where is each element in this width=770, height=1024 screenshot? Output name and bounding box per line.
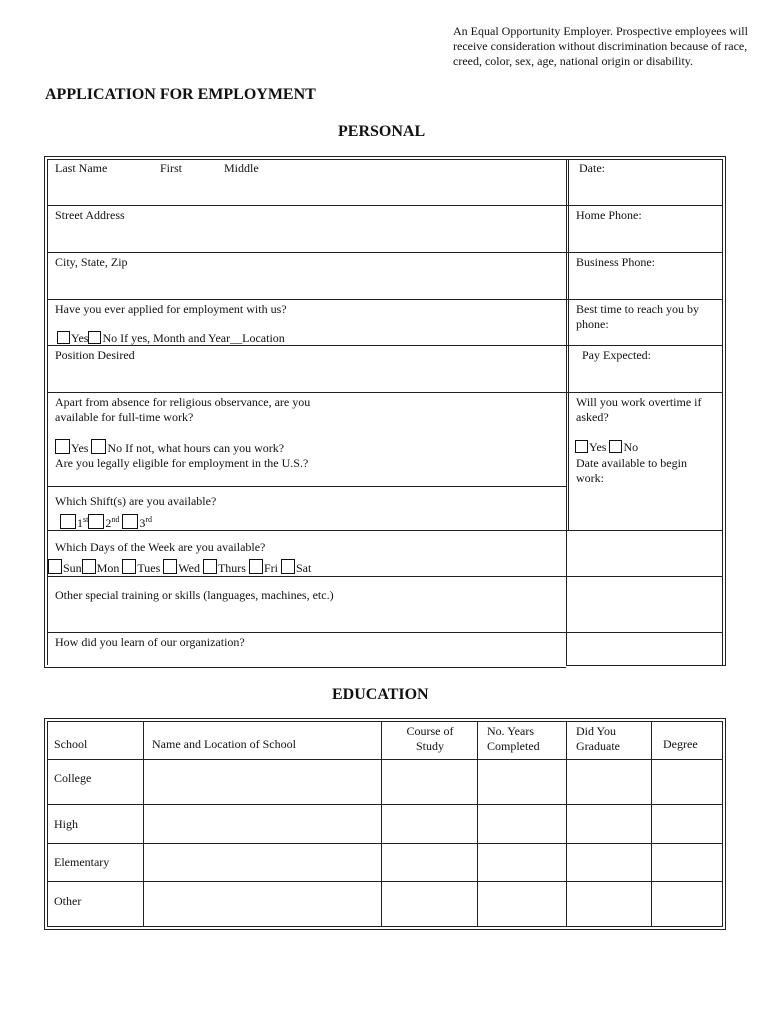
row-elementary: Elementary xyxy=(54,855,110,869)
day-mon-label: Mon xyxy=(96,561,120,575)
shifts-question: Which Shift(s) are you available? xyxy=(55,494,217,508)
overtime-yes-label: Yes xyxy=(589,440,607,454)
fulltime-no-checkbox[interactable] xyxy=(91,439,106,454)
business-phone-label: Business Phone: xyxy=(576,255,656,269)
home-phone-label: Home Phone: xyxy=(576,208,642,222)
fulltime-yes-label: Yes xyxy=(71,441,89,455)
eeo-notice: An Equal Opportunity Employer. Prospective employees will receive consideration without discrimination because of race, creed, color, sex, age, national origin or disability. xyxy=(453,24,748,68)
applied-yes-checkbox[interactable] xyxy=(57,331,70,344)
overtime-question: Will you work overtime if asked? xyxy=(576,395,702,424)
applied-before-question: Have you ever applied for employment with us? xyxy=(55,302,287,316)
city-state-zip-label: City, State, Zip xyxy=(55,255,128,269)
first-name-label: First xyxy=(160,161,183,175)
applied-before-options xyxy=(57,331,285,346)
education-heading: EDUCATION xyxy=(332,686,429,703)
row-college: College xyxy=(54,771,92,785)
overtime-yes-checkbox[interactable] xyxy=(575,440,588,453)
legally-eligible-question: Are you legally eligible for employment in the U.S.? xyxy=(55,456,309,470)
shift-2-checkbox[interactable] xyxy=(88,514,104,529)
day-sun-checkbox[interactable] xyxy=(48,559,62,574)
date-label: Date: xyxy=(579,161,605,175)
date-available-label: Date available to begin work: xyxy=(576,456,687,485)
form-title: APPLICATION FOR EMPLOYMENT xyxy=(45,86,316,103)
overtime-no-label: No xyxy=(623,440,639,454)
fulltime-yes-checkbox[interactable] xyxy=(55,439,70,454)
day-wed-checkbox[interactable] xyxy=(163,559,177,574)
header-name-location: Name and Location of School xyxy=(152,737,296,751)
day-sat-label: Sat xyxy=(295,561,312,575)
fulltime-question: Apart from absence for religious observance, are you available for full-time work? xyxy=(55,395,311,424)
day-tues-label: Tues xyxy=(137,561,161,575)
applied-yes-label: Yes xyxy=(71,331,89,345)
applied-no-checkbox[interactable] xyxy=(88,331,101,344)
if-yes-label: If yes, Month and Year__Location xyxy=(120,331,285,345)
day-sat-checkbox[interactable] xyxy=(281,559,295,574)
fulltime-no-label: No xyxy=(107,441,123,455)
if-not-hours-label: If not, what hours can you work? xyxy=(125,441,285,455)
header-degree: Degree xyxy=(663,737,698,751)
applied-no-label: No xyxy=(102,331,118,345)
learn-question: How did you learn of our organization? xyxy=(55,635,245,649)
best-time-label: Best time to reach you by phone: xyxy=(576,302,699,331)
header-school: School xyxy=(54,737,88,751)
days-options xyxy=(48,559,311,576)
shift-3-label: 3 xyxy=(139,516,146,530)
shift-3-suffix: rd xyxy=(145,515,153,524)
training-question: Other special training or skills (languages, machines, etc.) xyxy=(55,588,334,602)
shift-1-suffix: st xyxy=(83,515,89,524)
day-tues-checkbox[interactable] xyxy=(122,559,136,574)
personal-heading: PERSONAL xyxy=(338,123,426,140)
days-question: Which Days of the Week are you available? xyxy=(55,540,266,554)
shift-options xyxy=(60,512,152,531)
shift-1-checkbox[interactable] xyxy=(60,514,76,529)
day-mon-checkbox[interactable] xyxy=(82,559,96,574)
day-thurs-checkbox[interactable] xyxy=(203,559,217,574)
day-fri-checkbox[interactable] xyxy=(249,559,263,574)
day-sun-label: Sun xyxy=(63,561,82,575)
street-address-label: Street Address xyxy=(55,208,125,222)
header-years-completed: No. Years Completed xyxy=(487,724,540,753)
shift-1-label: 1 xyxy=(77,516,83,530)
overtime-no-checkbox[interactable] xyxy=(609,440,622,453)
shift-2-suffix: nd xyxy=(111,515,120,524)
day-wed-label: Wed xyxy=(178,561,200,575)
overtime-options xyxy=(575,440,638,455)
shift-3-checkbox[interactable] xyxy=(122,514,138,529)
middle-name-label: Middle xyxy=(224,161,259,175)
position-desired-label: Position Desired xyxy=(55,348,135,362)
header-course-of-study: Course of Study xyxy=(406,724,454,753)
fulltime-options xyxy=(55,439,284,456)
header-did-you-graduate: Did You Graduate xyxy=(576,724,620,753)
shift-2-label: 2 xyxy=(105,516,112,530)
day-fri-label: Fri xyxy=(263,561,278,575)
pay-expected-label: Pay Expected: xyxy=(582,348,651,362)
row-high: High xyxy=(54,817,78,831)
day-thurs-label: Thurs xyxy=(217,561,246,575)
row-other: Other xyxy=(54,894,82,908)
last-name-label: Last Name xyxy=(55,161,108,175)
